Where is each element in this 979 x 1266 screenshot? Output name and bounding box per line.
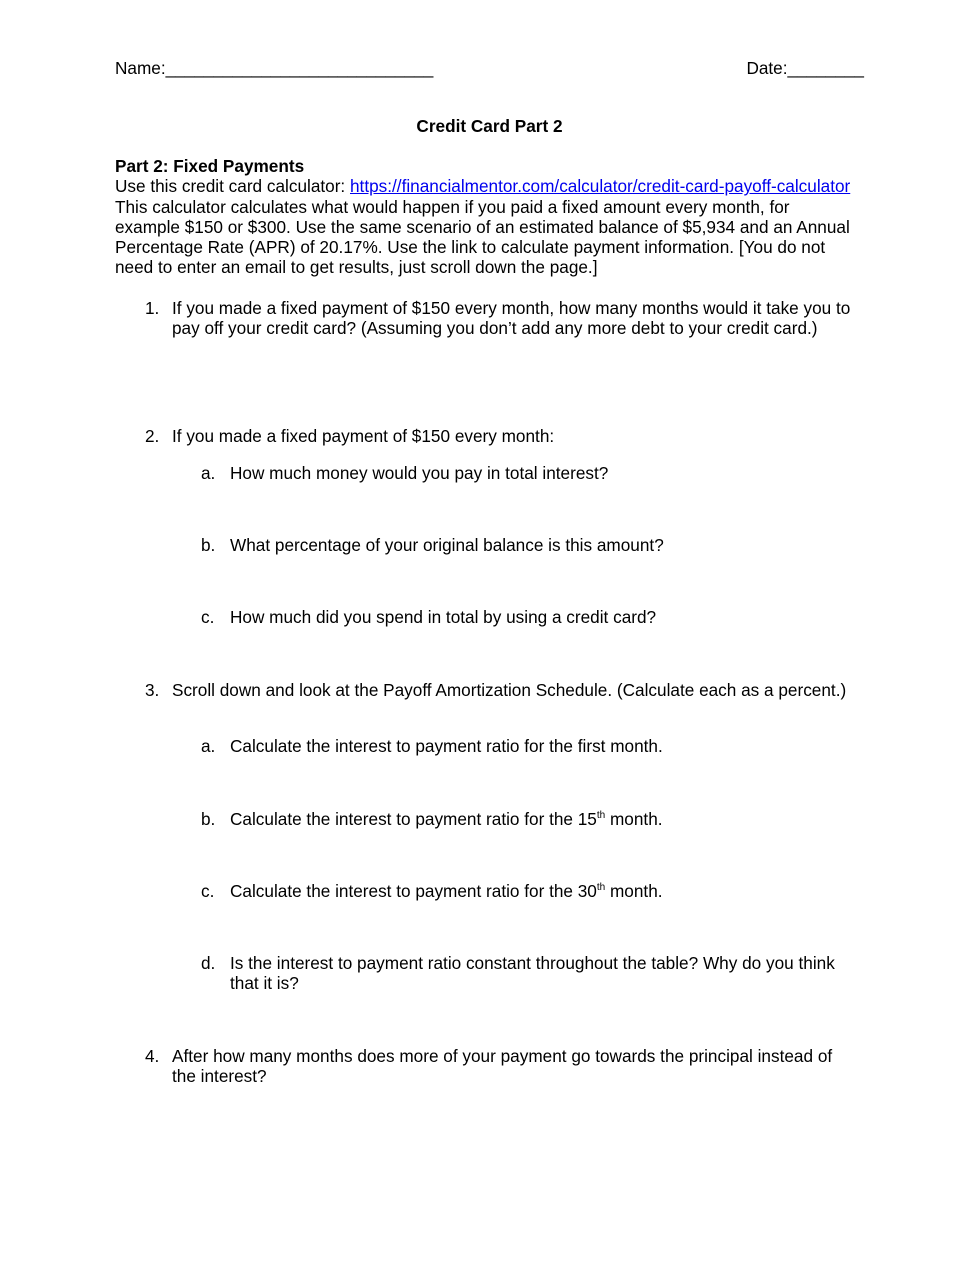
subquestion-letter: d. [201, 953, 216, 973]
subquestion-text: What percentage of your original balance is this amount? [230, 535, 664, 555]
name-field-label: Name:____________________________ [115, 58, 434, 78]
question-1 [145, 298, 857, 339]
intro-body-text: This calculator calculates what would happen if you paid a fixed amount every month, for example $150 or $300. Use the same scenario of an estimated balance of $5,934 and an Annual Percentage Rate (APR) of 20.17%. Use the link to calculate payment information. [You do not need to enter an email to get results, just scroll down the page.] [115, 176, 860, 278]
subquestion-text-end: month. [605, 809, 663, 829]
question-text: After how many months does more of your payment go towards the principal instead of the interest? [172, 1046, 833, 1087]
subquestion-text: Is the interest to payment ratio constant throughout the table? Why do you think that it is? [230, 953, 835, 994]
question-number: 3. [145, 680, 160, 700]
subquestion-text [230, 809, 857, 829]
question-3c [201, 881, 857, 901]
intro-lead-text: Use this credit card calculator: [115, 176, 350, 197]
question-3a [201, 736, 857, 756]
subquestion-text-start: Calculate the interest to payment ratio for the 30 [230, 881, 597, 901]
question-4 [145, 1046, 857, 1087]
question-number: 2. [145, 426, 160, 446]
ordinal-suffix: th [596, 810, 606, 821]
question-3b [201, 809, 857, 829]
section-heading: Part 2: Fixed Payments [115, 156, 305, 176]
question-text: Scroll down and look at the Payoff Amortization Schedule. (Calculate each as a percent.) [172, 680, 847, 700]
subquestion-text-end: month. [605, 881, 663, 901]
subquestion-letter: c. [201, 607, 215, 627]
question-text: If you made a fixed payment of $150 every month: [172, 426, 555, 446]
question-text: If you made a fixed payment of $150 every month, how many months would it take you to pay off your credit card? (Assuming you don’t add any more debt to your credit card.) [172, 298, 851, 339]
question-3d [201, 953, 857, 994]
ordinal-suffix: th [596, 882, 606, 893]
subquestion-letter: c. [201, 881, 215, 901]
subquestion-text: Calculate the interest to payment ratio for the first month. [230, 736, 663, 756]
question-2b [201, 535, 857, 555]
date-field-label: Date:________ [746, 58, 864, 78]
question-2a [201, 463, 857, 483]
question-3 [145, 680, 857, 700]
question-number: 1. [145, 298, 160, 318]
page-title: Credit Card Part 2 [416, 116, 563, 136]
question-number: 4. [145, 1046, 160, 1066]
subquestion-letter: b. [201, 535, 216, 555]
question-2c [201, 607, 857, 627]
subquestion-letter: a. [201, 736, 216, 756]
subquestion-text [230, 881, 857, 901]
intro-section [115, 156, 860, 278]
subquestion-letter: b. [201, 809, 216, 829]
header-row [115, 58, 864, 80]
subquestion-letter: a. [201, 463, 216, 483]
question-2 [145, 426, 857, 446]
subquestion-text: How much did you spend in total by using a credit card? [230, 607, 657, 627]
calculator-link[interactable]: https://financialmentor.com/calculator/credit-card-payoff-calculator [350, 176, 851, 197]
subquestion-text-start: Calculate the interest to payment ratio for the 15 [230, 809, 597, 829]
subquestion-text: How much money would you pay in total interest? [230, 463, 609, 483]
